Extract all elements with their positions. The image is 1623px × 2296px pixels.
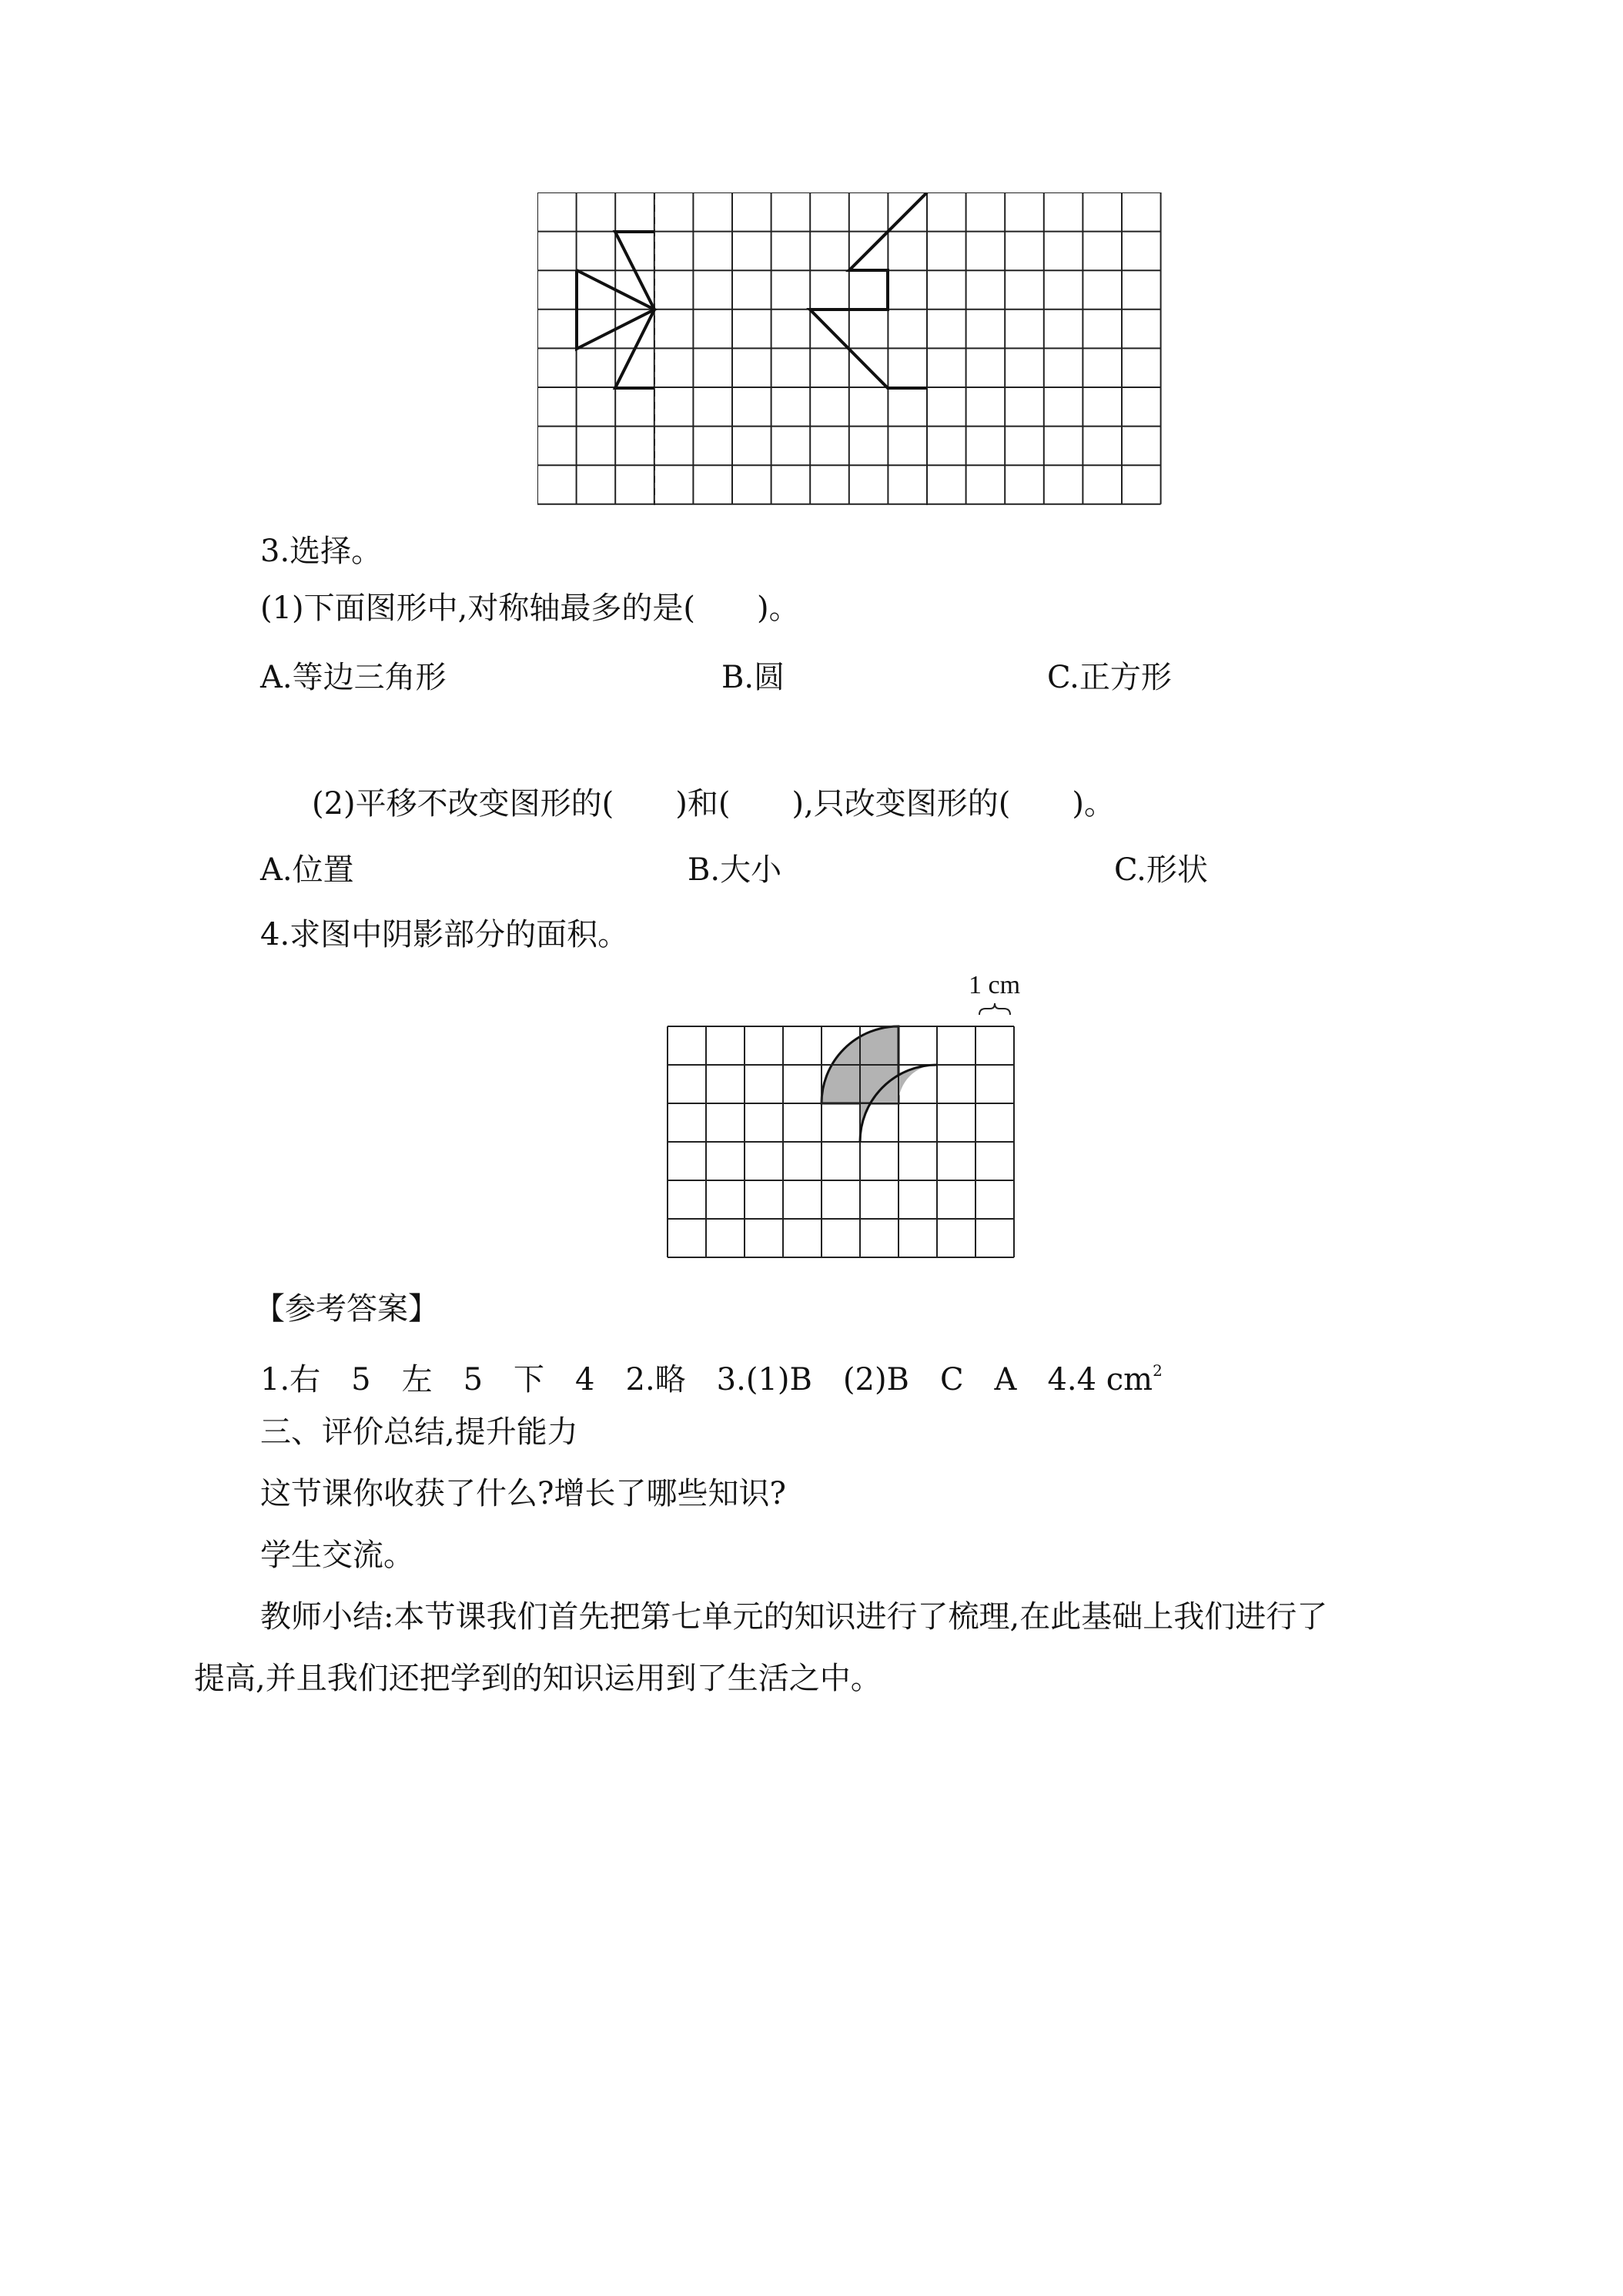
section3-question: 这节课你收获了什么?增长了哪些知识? bbox=[260, 1476, 786, 1511]
section3-heading: 三、评价总结,提升能力 bbox=[260, 1414, 578, 1450]
shaded-area-figure bbox=[667, 1001, 1021, 1263]
q3-1-option-c: C.正方形 bbox=[1047, 660, 1172, 695]
answers-heading: 【参考答案】 bbox=[254, 1291, 439, 1327]
q3-2-option-c: C.形状 bbox=[1114, 852, 1208, 888]
q3-heading: 3.选择。 bbox=[260, 534, 383, 569]
half-figure-right bbox=[810, 192, 927, 388]
q3-1-option-b: B.圆 bbox=[721, 660, 785, 695]
symmetry-grid-figure bbox=[537, 192, 1169, 508]
section3-activity: 学生交流。 bbox=[260, 1538, 414, 1573]
q3-2-option-b: B.大小 bbox=[688, 852, 782, 888]
q3-2-stem: (2)平移不改变图形的( )和( ),只改变图形的( )。 bbox=[312, 786, 1116, 822]
scale-bracket bbox=[979, 1003, 1010, 1015]
answers-superscript: 2 bbox=[1153, 1361, 1163, 1380]
q3-2-option-a: A.位置 bbox=[260, 852, 354, 888]
q4-heading: 4.求图中阴影部分的面积。 bbox=[260, 917, 629, 952]
answers-line bbox=[260, 1352, 1163, 1398]
scale-label: 1 cm bbox=[969, 971, 1021, 999]
summary-line-1: 教师小结:本节课我们首先把第七单元的知识进行了梳理,在此基础上我们进行了 bbox=[260, 1599, 1328, 1635]
summary-line-2: 提高,并且我们还把学到的知识运用到了生活之中。 bbox=[194, 1661, 882, 1696]
q3-1-option-a: A.等边三角形 bbox=[260, 660, 447, 695]
q3-1-stem: (1)下面图形中,对称轴最多的是( )。 bbox=[260, 591, 800, 626]
answers-text: 1.右 5 左 5 下 4 2.略 3.(1)B (2)B C A 4.4 cm bbox=[260, 1362, 1153, 1397]
